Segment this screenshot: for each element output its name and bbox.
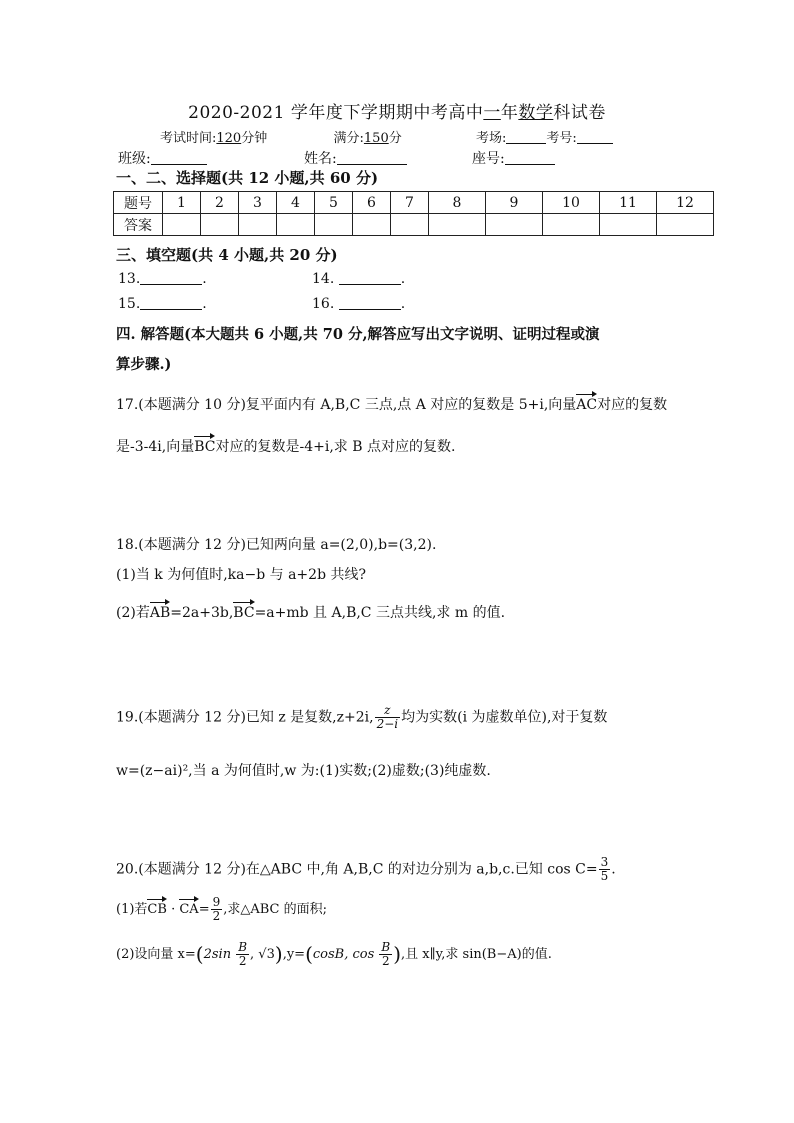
time-value: 120 [216,131,242,146]
fill-blank[interactable] [339,270,401,285]
q17-text-a: 17.(本题满分 10 分)复平面内有 A,B,C 三点,点 A 对应的复数是 5+i,向量 [116,397,577,413]
fraction-b-over-2 [236,941,249,968]
score-value: 150 [363,131,389,146]
fraction-denominator: 2 [238,954,247,969]
answer-table [113,191,714,236]
x-vector-sin: 2sin [203,947,232,963]
title-prefix: 2020-2021 学年度下学期期中考高中 [188,103,484,123]
vector-ca: CA [179,902,199,918]
fraction-numerator: z [375,704,401,718]
q19-text-b: 均为实数(i 为虚数单位),对于复数 [401,709,608,726]
time-label: 考试时间: [160,131,217,146]
answer-cell[interactable] [391,214,429,236]
q17-text-b: 对应的复数 [597,397,668,413]
q18-text-b: =2a+3b, [170,605,234,621]
section-solve-heading-line2: 算步骤.) [116,356,172,373]
table-cell: 6 [353,192,391,214]
q20-p1-text-b: ,求△ABC 的面积; [223,902,328,918]
seat-blank[interactable] [505,150,555,165]
fraction-numerator: B [381,940,391,954]
score-unit: 分 [388,131,402,146]
equals-sign: = [198,902,210,918]
answer-cell[interactable] [543,214,600,236]
answer-cell[interactable] [486,214,543,236]
table-header-cell: 题号 [114,192,163,214]
fraction-denominator: 2 [212,909,221,924]
seat-label: 座号: [472,151,505,167]
exam-info-line [160,127,613,146]
q20-p2-text-a: (2)设向量 x= [116,947,196,963]
title-grade: 一 [483,103,501,123]
title-subject: 数学 [518,103,554,123]
table-header-cell: 答案 [114,214,163,236]
q20-stem-end: . [611,861,616,878]
number-blank[interactable] [577,129,613,144]
q20-p2-text-b: ,且 x∥y,求 sin(B−A)的值. [401,947,552,963]
question-20-part2 [116,941,552,968]
answer-cell[interactable] [201,214,239,236]
q20-p2-text-mid: ,y= [282,947,306,963]
vector-ac: AC [576,397,598,413]
fraction-numerator: 9 [212,895,221,909]
question-20-stem [116,856,616,883]
question-19-line1 [116,704,607,731]
question-20-part1 [116,896,327,923]
q17-text-c: 是-3-4i,向量 [116,439,195,455]
fill-terminator: . [400,271,406,287]
answer-cell[interactable] [277,214,315,236]
fraction-z-over [375,704,401,731]
fraction-b-over-2 [379,941,392,968]
x-vector-root3: , √3 [250,947,275,963]
answer-cell[interactable] [353,214,391,236]
room-label: 考场: [476,131,507,146]
fraction-numerator: 3 [600,855,609,869]
table-cell: 8 [429,192,486,214]
section-solve-heading-line1: 四. 解答题(本大题共 6 小题,共 70 分,解答应写出文字说明、证明过程或演 [116,326,600,343]
answer-cell[interactable] [239,214,277,236]
vector-bc: BC [194,439,216,455]
table-row [114,214,714,236]
table-cell: 2 [201,192,239,214]
q20-p1-text-a: (1)若 [116,902,148,918]
fill-item-16 [312,295,405,312]
q20-text-a: 20.(本题满分 12 分)在△ABC 中,角 A,B,C 的对边分别为 a,b,c.已知 cos C= [116,861,598,878]
table-cell: 7 [391,192,429,214]
fill-number: 14. [312,271,335,287]
table-cell: 3 [239,192,277,214]
table-cell: 10 [543,192,600,214]
fraction-denominator: 5 [600,869,609,884]
table-row [114,192,714,214]
right-paren: ) [274,942,283,967]
question-18-part2 [116,602,505,622]
title-suffix: 科试卷 [553,103,606,123]
left-paren: ( [305,942,313,967]
answer-cell[interactable] [163,214,201,236]
question-17-line2 [116,436,455,456]
q18-text-c: =a+mb 且 A,B,C 三点共线,求 m 的值. [254,605,506,621]
fill-item-15 [118,295,207,312]
fill-number: 13. [118,271,141,287]
seat-field [472,148,555,168]
left-paren: ( [195,942,204,967]
fill-terminator: . [400,296,406,312]
class-field [118,148,207,168]
table-cell: 5 [315,192,353,214]
fill-item-14 [312,270,405,287]
fill-blank[interactable] [339,295,401,310]
table-cell: 9 [486,192,543,214]
fraction-denominator: 2−i [376,717,399,732]
question-17-line1 [116,394,667,414]
q17-text-d: 对应的复数是-4+i,求 B 点对应的复数. [215,439,456,455]
question-19-line2: w=(z−ai)²,当 a 为何值时,w 为:(1)实数;(2)虚数;(3)纯虚数. [116,763,491,779]
class-label: 班级: [118,151,151,167]
answer-cell[interactable] [429,214,486,236]
question-18-stem: 18.(本题满分 12 分)已知两向量 a=(2,0),b=(3,2). [116,537,437,553]
title-mid: 年 [500,103,519,123]
table-cell: 12 [657,192,714,214]
y-vector-cos: cosB, cos [312,947,375,963]
fill-item-13 [118,270,207,287]
right-paren: ) [393,942,402,967]
answer-cell[interactable] [657,214,714,236]
fill-blank[interactable] [140,295,202,310]
fraction-nine-halves [211,896,223,923]
exam-title [0,98,794,123]
section-fill-heading: 三、填空题(共 4 小题,共 20 分) [116,246,338,264]
time-unit: 分钟 [241,131,268,146]
room-blank[interactable] [506,129,546,144]
fraction-cos-c [599,856,611,883]
fill-terminator: . [202,271,207,287]
name-field [304,148,407,168]
score-label: 满分: [333,131,364,146]
vector-ab: AB [149,605,171,621]
fill-terminator: . [202,296,207,312]
question-18-part1: (1)当 k 为何值时,ka−b 与 a+2b 共线? [116,567,366,583]
q18-text-a: (2)若 [116,605,150,621]
fill-number: 15. [118,296,141,312]
name-label: 姓名: [304,151,337,167]
table-cell: 4 [277,192,315,214]
table-cell: 11 [600,192,657,214]
q19-text-a: 19.(本题满分 12 分)已知 z 是复数,z+2i, [116,709,374,726]
section-choice-heading: 一、二、选择题(共 12 小题,共 60 分) [116,169,379,187]
dot-operator: · [171,902,176,918]
answer-cell[interactable] [315,214,353,236]
class-blank[interactable] [151,150,207,165]
fraction-numerator: B [238,940,248,954]
vector-cb: CB [147,902,167,918]
vector-bc: BC [233,605,255,621]
table-cell: 1 [163,192,201,214]
name-blank[interactable] [337,150,407,165]
fill-blank[interactable] [140,270,202,285]
answer-cell[interactable] [600,214,657,236]
number-label: 考号: [546,131,577,146]
fraction-denominator: 2 [382,954,390,969]
fill-number: 16. [312,296,335,312]
